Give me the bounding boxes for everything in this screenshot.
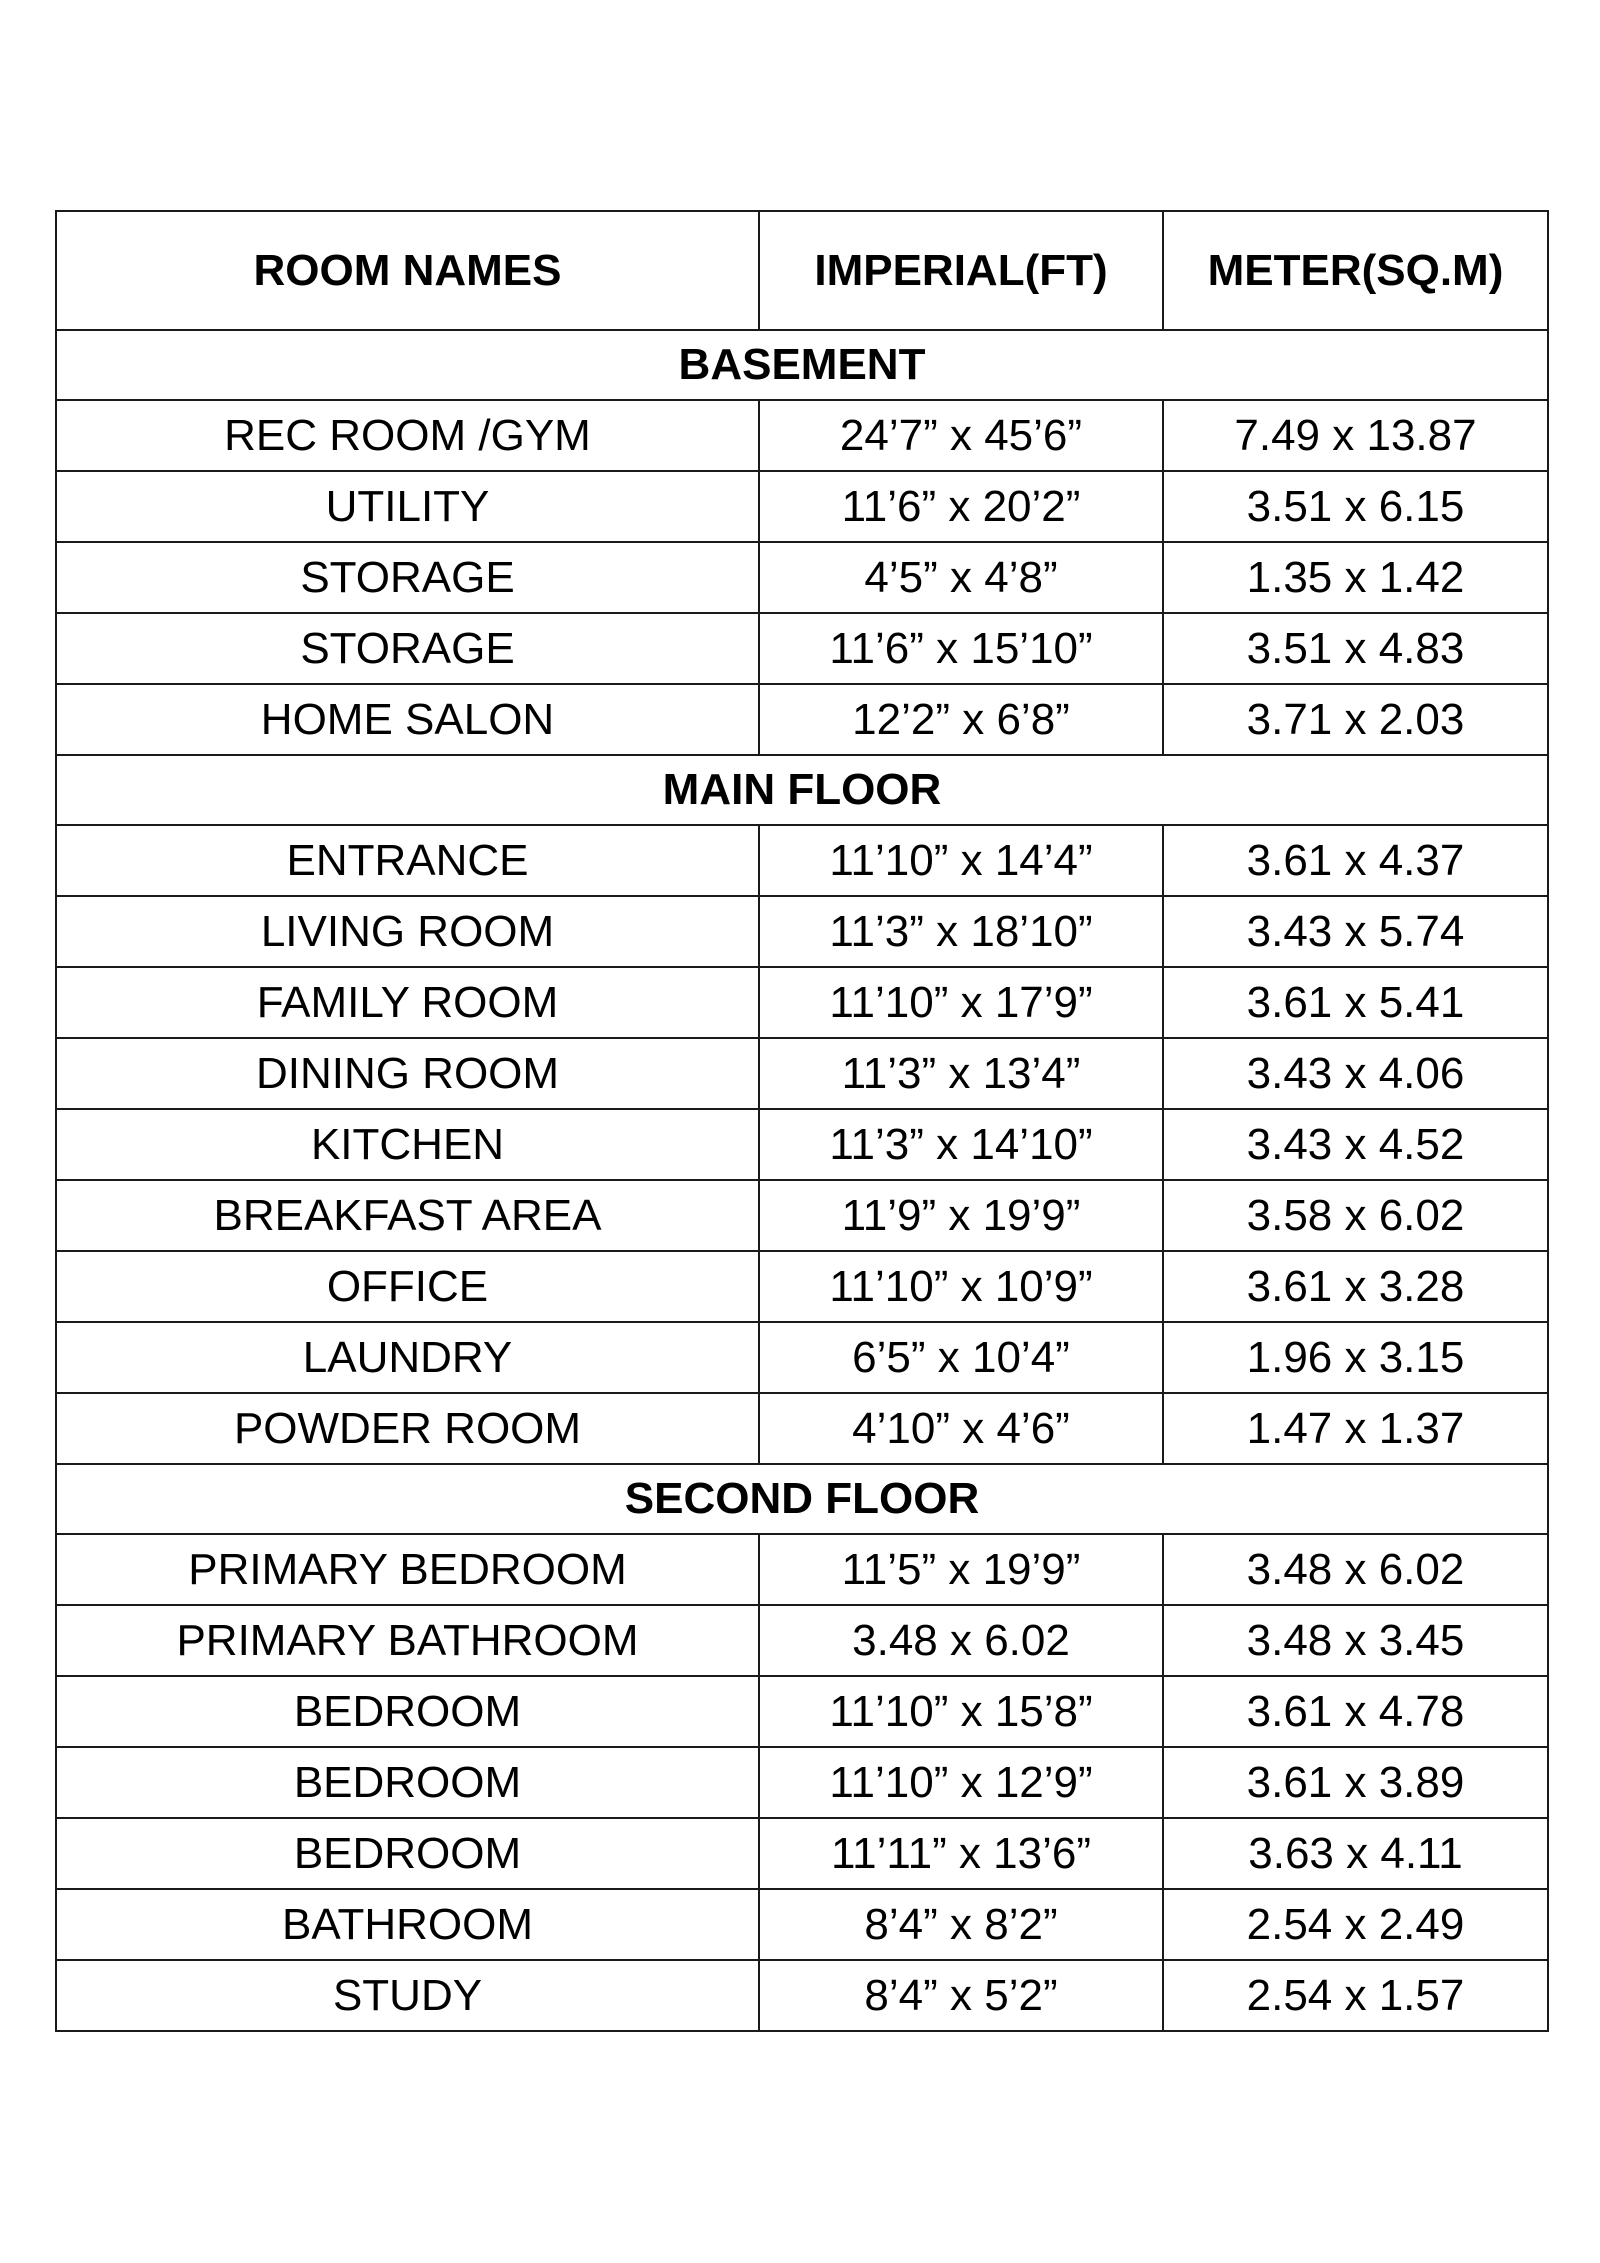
- room-name-cell: HOME SALON: [56, 684, 759, 755]
- metric-size-cell: 3.48 x 3.45: [1163, 1605, 1548, 1676]
- table-row: [56, 1180, 1548, 1251]
- imperial-size-cell: 11’5” x 19’9”: [759, 1534, 1163, 1605]
- table-row: [56, 1960, 1548, 2031]
- room-schedule-sheet: [55, 210, 1547, 2032]
- imperial-size-cell: 12’2” x 6’8”: [759, 684, 1163, 755]
- room-name-cell: DINING ROOM: [56, 1038, 759, 1109]
- table-row: [56, 1889, 1548, 1960]
- room-name-cell: STORAGE: [56, 613, 759, 684]
- table-row: [56, 1109, 1548, 1180]
- metric-size-cell: 3.43 x 4.52: [1163, 1109, 1548, 1180]
- imperial-size-cell: 11’9” x 19’9”: [759, 1180, 1163, 1251]
- table-row: [56, 1605, 1548, 1676]
- imperial-size-cell: 11’10” x 14’4”: [759, 825, 1163, 896]
- header-row: [56, 211, 1548, 330]
- imperial-size-cell: 4’10” x 4’6”: [759, 1393, 1163, 1464]
- header-room-names: ROOM NAMES: [56, 211, 759, 330]
- metric-size-cell: 3.61 x 4.37: [1163, 825, 1548, 896]
- imperial-size-cell: 11’10” x 10’9”: [759, 1251, 1163, 1322]
- imperial-size-cell: 3.48 x 6.02: [759, 1605, 1163, 1676]
- section-title: MAIN FLOOR: [56, 755, 1548, 825]
- metric-size-cell: 3.58 x 6.02: [1163, 1180, 1548, 1251]
- room-name-cell: BREAKFAST AREA: [56, 1180, 759, 1251]
- room-name-cell: BEDROOM: [56, 1747, 759, 1818]
- imperial-size-cell: 8’4” x 5’2”: [759, 1960, 1163, 2031]
- section-row: [56, 1464, 1548, 1534]
- table-row: [56, 1747, 1548, 1818]
- imperial-size-cell: 8’4” x 8’2”: [759, 1889, 1163, 1960]
- imperial-size-cell: 11’3” x 14’10”: [759, 1109, 1163, 1180]
- table-row: [56, 825, 1548, 896]
- room-name-cell: STORAGE: [56, 542, 759, 613]
- table-row: [56, 542, 1548, 613]
- room-name-cell: POWDER ROOM: [56, 1393, 759, 1464]
- metric-size-cell: 3.51 x 6.15: [1163, 471, 1548, 542]
- imperial-size-cell: 11’11” x 13’6”: [759, 1818, 1163, 1889]
- room-name-cell: OFFICE: [56, 1251, 759, 1322]
- table-row: [56, 967, 1548, 1038]
- table-row: [56, 471, 1548, 542]
- imperial-size-cell: 11’10” x 12’9”: [759, 1747, 1163, 1818]
- metric-size-cell: 3.61 x 3.28: [1163, 1251, 1548, 1322]
- room-name-cell: LIVING ROOM: [56, 896, 759, 967]
- imperial-size-cell: 11’3” x 13’4”: [759, 1038, 1163, 1109]
- room-name-cell: BEDROOM: [56, 1676, 759, 1747]
- imperial-size-cell: 11’6” x 20’2”: [759, 471, 1163, 542]
- table-row: [56, 1534, 1548, 1605]
- table-row: [56, 896, 1548, 967]
- imperial-size-cell: 11’10” x 17’9”: [759, 967, 1163, 1038]
- section-row: [56, 330, 1548, 400]
- table-body: [56, 330, 1548, 2031]
- metric-size-cell: 3.43 x 4.06: [1163, 1038, 1548, 1109]
- section-row: [56, 755, 1548, 825]
- metric-size-cell: 3.61 x 3.89: [1163, 1747, 1548, 1818]
- table-row: [56, 1818, 1548, 1889]
- imperial-size-cell: 6’5” x 10’4”: [759, 1322, 1163, 1393]
- metric-size-cell: 2.54 x 2.49: [1163, 1889, 1548, 1960]
- room-name-cell: REC ROOM /GYM: [56, 400, 759, 471]
- table-row: [56, 613, 1548, 684]
- metric-size-cell: 3.61 x 5.41: [1163, 967, 1548, 1038]
- room-name-cell: PRIMARY BATHROOM: [56, 1605, 759, 1676]
- table-row: [56, 400, 1548, 471]
- metric-size-cell: 3.71 x 2.03: [1163, 684, 1548, 755]
- metric-size-cell: 1.35 x 1.42: [1163, 542, 1548, 613]
- header-imperial: IMPERIAL(FT): [759, 211, 1163, 330]
- room-name-cell: PRIMARY BEDROOM: [56, 1534, 759, 1605]
- imperial-size-cell: 11’3” x 18’10”: [759, 896, 1163, 967]
- metric-size-cell: 2.54 x 1.57: [1163, 1960, 1548, 2031]
- metric-size-cell: 1.47 x 1.37: [1163, 1393, 1548, 1464]
- table-row: [56, 1676, 1548, 1747]
- imperial-size-cell: 4’5” x 4’8”: [759, 542, 1163, 613]
- room-name-cell: FAMILY ROOM: [56, 967, 759, 1038]
- metric-size-cell: 3.43 x 5.74: [1163, 896, 1548, 967]
- table-row: [56, 1393, 1548, 1464]
- room-name-cell: BATHROOM: [56, 1889, 759, 1960]
- room-name-cell: LAUNDRY: [56, 1322, 759, 1393]
- metric-size-cell: 3.63 x 4.11: [1163, 1818, 1548, 1889]
- room-name-cell: BEDROOM: [56, 1818, 759, 1889]
- table-row: [56, 684, 1548, 755]
- section-title: SECOND FLOOR: [56, 1464, 1548, 1534]
- metric-size-cell: 3.48 x 6.02: [1163, 1534, 1548, 1605]
- room-dimensions-table: [55, 210, 1549, 2032]
- table-row: [56, 1251, 1548, 1322]
- imperial-size-cell: 24’7” x 45’6”: [759, 400, 1163, 471]
- room-name-cell: STUDY: [56, 1960, 759, 2031]
- metric-size-cell: 3.61 x 4.78: [1163, 1676, 1548, 1747]
- section-title: BASEMENT: [56, 330, 1548, 400]
- imperial-size-cell: 11’6” x 15’10”: [759, 613, 1163, 684]
- room-name-cell: ENTRANCE: [56, 825, 759, 896]
- metric-size-cell: 1.96 x 3.15: [1163, 1322, 1548, 1393]
- room-name-cell: UTILITY: [56, 471, 759, 542]
- room-name-cell: KITCHEN: [56, 1109, 759, 1180]
- table-row: [56, 1038, 1548, 1109]
- imperial-size-cell: 11’10” x 15’8”: [759, 1676, 1163, 1747]
- header-metric: METER(SQ.M): [1163, 211, 1548, 330]
- metric-size-cell: 3.51 x 4.83: [1163, 613, 1548, 684]
- metric-size-cell: 7.49 x 13.87: [1163, 400, 1548, 471]
- table-row: [56, 1322, 1548, 1393]
